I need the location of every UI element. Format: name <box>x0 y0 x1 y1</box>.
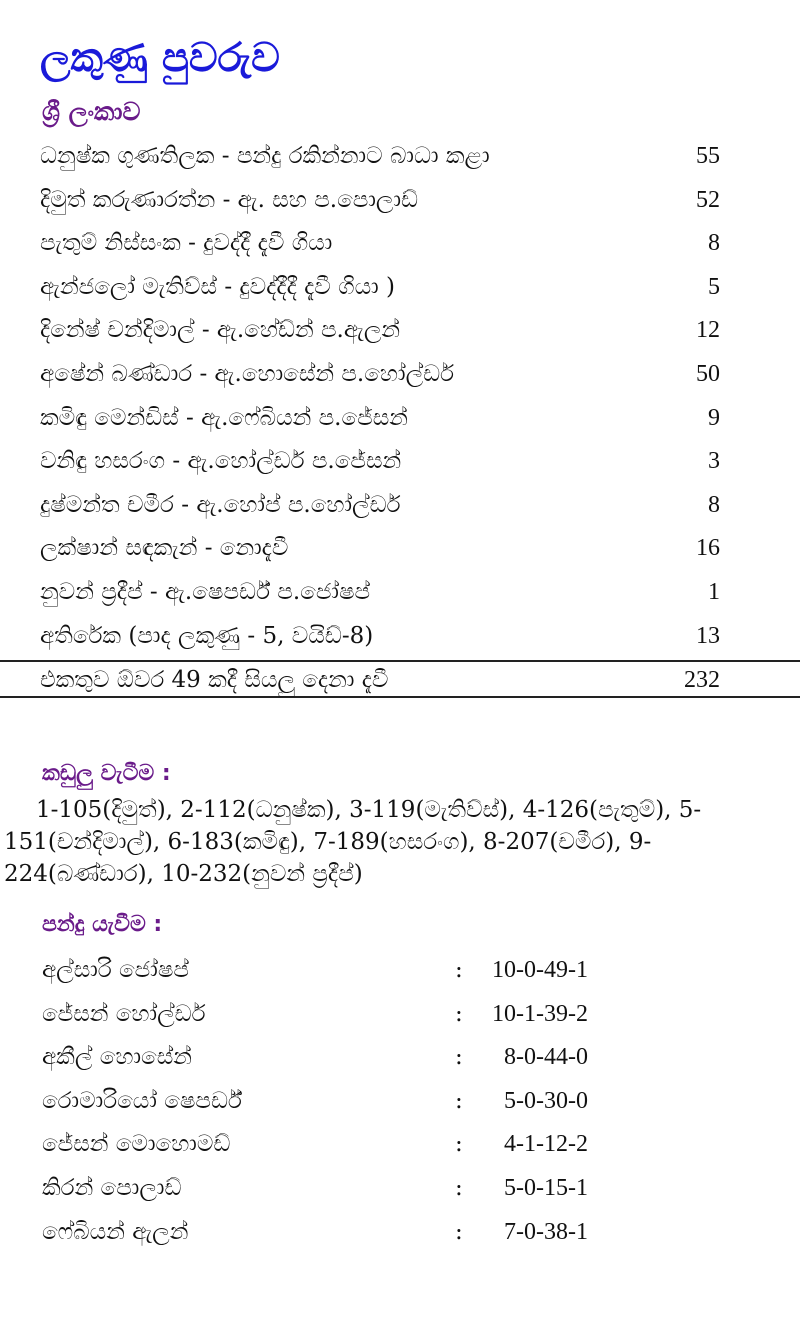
batting-row <box>0 265 800 309</box>
batsman-entry: පැතුම් නිස්සංක - දුවද්දී දැවී ගියා <box>40 230 333 257</box>
bowling-row <box>0 1079 800 1123</box>
bowling-figures: 8-0-44-0 <box>504 1044 588 1071</box>
batsman-runs: 3 <box>708 448 720 475</box>
batsman-runs: 12 <box>696 317 720 344</box>
separator-colon: : <box>455 1218 463 1245</box>
batsman-runs: 50 <box>696 360 720 387</box>
batsman-runs: 16 <box>696 535 720 562</box>
batsman-runs: 8 <box>708 230 720 257</box>
bowling-row <box>0 1210 800 1254</box>
bowling-figures: 4-1-12-2 <box>504 1131 588 1158</box>
batsman-entry: දුෂ්මන්ත චමීර - ඇ.හෝප් ප.හෝල්ඩර් <box>40 491 401 518</box>
bowling-row <box>0 1122 800 1166</box>
batsman-entry: දිනේෂ් චන්දිමාල් - ඇ.හේඩ්න් ප.ඇලන් <box>40 317 401 344</box>
bowler-name: රොමාරියෝ ෂෙපර්ඩ් <box>42 1087 242 1114</box>
batsman-runs: 8 <box>708 491 720 518</box>
batting-list <box>0 134 800 657</box>
fall-of-wickets-text: 1-105(දිමුත්), 2-112(ධනුෂ්ක), 3-119(මැතිව්ස්), 4-126(පැතුම්), 5-151(චන්දිමාල්), 6-183(කමිඳු), 7-189(හසරංග), 8-207(චමීර), 9-224(බණ්ඩාර), 10-232(නුවන් ප්‍රදීප්) <box>4 797 702 887</box>
batting-row <box>0 352 800 396</box>
separator-colon: : <box>455 1044 463 1071</box>
batsman-runs: 5 <box>708 273 720 300</box>
bowling-figures: 10-0-49-1 <box>492 957 588 983</box>
bowling-row <box>0 992 800 1036</box>
batsman-entry: නුවන් ප්‍රදීප් - ඇ.ෂෙපර්ඩ් ප.ජෝෂප් <box>40 578 371 605</box>
bowling-list <box>0 948 800 1253</box>
separator-colon: : <box>455 957 463 983</box>
batsman-entry: ඇන්ජලෝ මැතිව්ස් - දුවද්දීදී දැවී ගියා ) <box>40 273 395 300</box>
batting-row <box>0 570 800 614</box>
bowler-name: ජේසන් මොහොමඩ් <box>42 1131 231 1158</box>
extras-label: අතිරේක (පාද ලකුණු - 5, වයිඩ්-8) <box>40 622 374 649</box>
bowling-row <box>0 948 800 992</box>
bowling-figures: 5-0-15-1 <box>504 1174 588 1201</box>
separator-colon: : <box>455 1000 463 1027</box>
batting-row <box>0 483 800 527</box>
batsman-entry: වනිඳු හසරංග - ඇ.හෝල්ඩර් ප.ජේසන් <box>40 448 402 475</box>
fall-of-wickets-heading: කඩුලු වැටීම : <box>42 761 171 786</box>
extras-row <box>0 614 800 658</box>
total-runs: 232 <box>684 667 720 693</box>
bowling-figures: 5-0-30-0 <box>504 1087 588 1114</box>
separator-colon: : <box>455 1087 463 1114</box>
batsman-runs: 52 <box>696 186 720 213</box>
team-heading: ශ්‍රී ලංකාව <box>42 97 141 126</box>
batting-row <box>0 439 800 483</box>
batsman-runs: 55 <box>696 143 720 169</box>
batting-row <box>0 526 800 570</box>
batsman-entry: ධනුෂ්ක ගුණතිලක - පන්දු රකින්නාට බාධා කළා <box>40 143 490 169</box>
separator-colon: : <box>455 1131 463 1158</box>
batsman-entry: ලක්ෂාන් සඳකැන් - නොදැවී <box>40 535 289 562</box>
batting-row <box>0 308 800 352</box>
bowling-row <box>0 1035 800 1079</box>
bowler-name: ජේසන් හෝල්ඩර් <box>42 1000 206 1027</box>
batting-row <box>0 396 800 440</box>
bowling-row <box>0 1166 800 1210</box>
batting-row <box>0 221 800 265</box>
batting-row <box>0 178 800 222</box>
separator-colon: : <box>455 1174 463 1201</box>
batting-row <box>0 134 800 178</box>
bowler-name: ෆේබියන් ඇලන් <box>42 1218 189 1245</box>
batsman-entry: අෂේන් බණ්ඩාර - ඇ.හොසේන් ප.හෝල්ඩර් <box>40 360 455 387</box>
bowler-name: අල්සාරි ජෝෂප් <box>42 957 189 983</box>
extras-runs: 13 <box>696 622 720 649</box>
batsman-runs: 9 <box>708 404 720 431</box>
page-title: ලකුණු පුවරුව <box>40 35 280 81</box>
total-row <box>0 660 800 698</box>
bowling-heading: පන්දු යැවීම : <box>42 912 163 937</box>
batsman-entry: දිමුත් කරුණාරත්න - ඇ. සහ ප.පොලාඩ් <box>40 186 419 213</box>
batsman-entry: කමිඳු මෙන්ඩිස් - ඇ.ෆේබියන් ප.ජේසන් <box>40 404 408 431</box>
bowling-figures: 7-0-38-1 <box>504 1218 588 1245</box>
total-label: එකතුව ඕවර 49 කදී සියලු දෙනා දැවී <box>40 667 389 693</box>
bowling-figures: 10-1-39-2 <box>492 1000 588 1027</box>
bowler-name: අකීල් හොසේන් <box>42 1044 192 1071</box>
batsman-runs: 1 <box>708 578 720 605</box>
bowler-name: කිරන් පොලාඩ් <box>42 1174 182 1201</box>
